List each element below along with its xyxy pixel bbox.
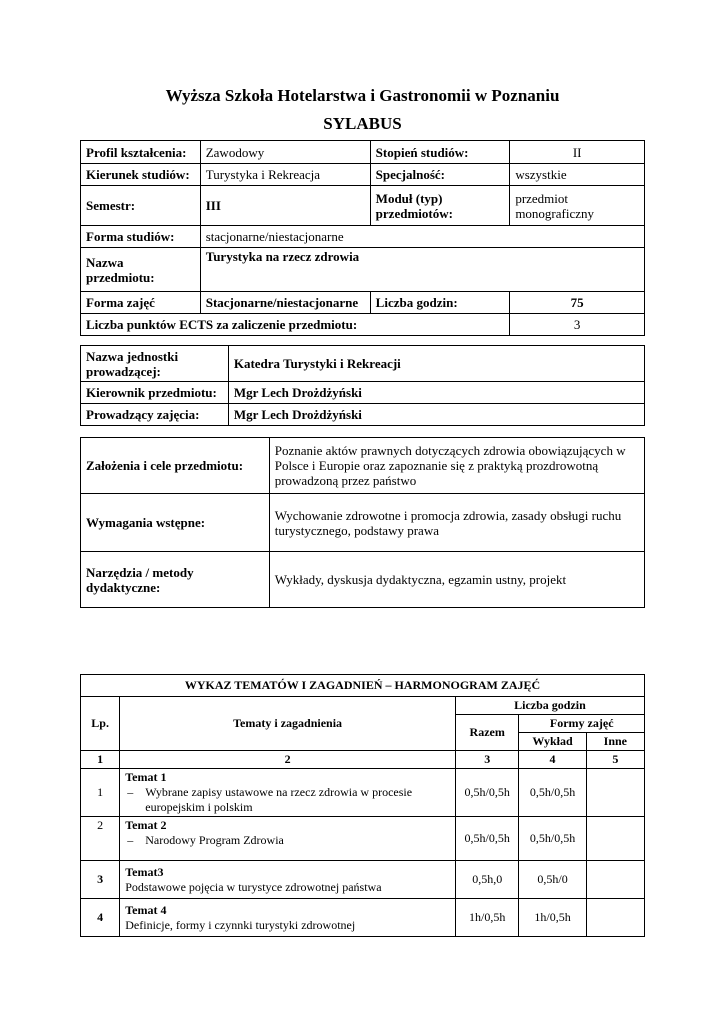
row-lp: 1 bbox=[81, 769, 120, 817]
profil-label: Profil kształcenia: bbox=[81, 141, 201, 164]
col-formy-zajec: Formy zajęć bbox=[519, 715, 645, 733]
row-description: – Wybrane zapisy ustawowe na rzecz zdrowia w procesie europejskim i polskim bbox=[125, 785, 450, 815]
kierownik-value: Mgr Lech Drożdżyński bbox=[228, 382, 644, 404]
semestr-label: Semestr: bbox=[81, 186, 201, 226]
forma-zajec-value: Stacjonarne/niestacjonarne bbox=[200, 292, 370, 314]
institution-name: Wyższa Szkoła Hotelarstwa i Gastronomii w Poznaniu bbox=[165, 86, 560, 105]
row-razem: 0,5h/0,5h bbox=[455, 769, 518, 817]
nazwa-przedmiotu-label: Nazwa przedmiotu: bbox=[81, 248, 201, 292]
jednostka-label: Nazwa jednostki prowadzącej: bbox=[81, 346, 229, 382]
kierunek-value: Turystyka i Rekreacja bbox=[200, 164, 370, 186]
narzedzia-label: Narzędzia / metody dydaktyczne: bbox=[81, 552, 270, 608]
liczba-godzin-value: 75 bbox=[510, 292, 645, 314]
course-info-table bbox=[80, 140, 645, 336]
col-lp: Lp. bbox=[81, 697, 120, 751]
col-num: 5 bbox=[586, 751, 644, 769]
row-inne bbox=[586, 817, 644, 861]
jednostka-value: Katedra Turystyki i Rekreacji bbox=[228, 346, 644, 382]
forma-studiow-label: Forma studiów: bbox=[81, 226, 201, 248]
modul-label: Moduł (typ) przedmiotów: bbox=[370, 186, 510, 226]
modul-value: przedmiot monograficzny bbox=[510, 186, 645, 226]
row-topic: Temat 4 bbox=[125, 902, 167, 917]
kierunek-label: Kierunek studiów: bbox=[81, 164, 201, 186]
forma-zajec-label: Forma zajęć bbox=[81, 292, 201, 314]
ects-value: 3 bbox=[510, 314, 645, 336]
row-razem: 0,5h/0,5h bbox=[455, 817, 518, 861]
schedule-title: WYKAZ TEMATÓW I ZAGADNIEŃ – HARMONOGRAM ZAJĘĆ bbox=[81, 675, 645, 697]
specjalnosc-value: wszystkie bbox=[510, 164, 645, 186]
unit-table bbox=[80, 345, 645, 426]
profil-value: Zawodowy bbox=[200, 141, 370, 164]
zalozenia-value: Poznanie aktów prawnych dotyczących zdrowia obowiązujących w Polsce i Europie oraz zapoznanie się z praktyką prozdrowotną prowadzoną przez państwo bbox=[269, 438, 644, 494]
stopien-label: Stopień studiów: bbox=[370, 141, 510, 164]
col-num: 3 bbox=[455, 751, 518, 769]
row-inne bbox=[586, 899, 644, 937]
schedule-table bbox=[80, 674, 645, 937]
zalozenia-label: Założenia i cele przedmiotu: bbox=[81, 438, 270, 494]
row-topic: Temat3 bbox=[125, 864, 164, 879]
specjalnosc-label: Specjalność: bbox=[370, 164, 510, 186]
narzedzia-value: Wykłady, dyskusja dydaktyczna, egzamin ustny, projekt bbox=[269, 552, 644, 608]
row-inne bbox=[586, 861, 644, 899]
prowadzacy-value: Mgr Lech Drożdżyński bbox=[228, 404, 644, 426]
row-wyklad: 0,5h/0,5h bbox=[519, 769, 586, 817]
table-row bbox=[81, 817, 645, 861]
col-num: 1 bbox=[81, 751, 120, 769]
row-wyklad: 1h/0,5h bbox=[519, 899, 586, 937]
wymagania-label: Wymagania wstępne: bbox=[81, 494, 270, 552]
row-lp: 3 bbox=[81, 861, 120, 899]
row-razem: 0,5h,0 bbox=[455, 861, 518, 899]
row-topic: Temat 1 bbox=[125, 770, 167, 784]
row-description: Podstawowe pojęcia w turystyce zdrowotnej państwa bbox=[125, 879, 382, 894]
col-num: 4 bbox=[519, 751, 586, 769]
col-liczba-godzin: Liczba godzin bbox=[455, 697, 644, 715]
row-lp: 2 bbox=[81, 817, 120, 861]
col-tematy: Tematy i zagadnienia bbox=[120, 697, 456, 751]
ects-label: Liczba punktów ECTS za zaliczenie przedmiotu: bbox=[81, 314, 510, 336]
semestr-value: III bbox=[200, 186, 370, 226]
table-row bbox=[81, 861, 645, 899]
row-description: – Narodowy Program Zdrowia bbox=[125, 833, 450, 848]
liczba-godzin-label: Liczba godzin: bbox=[370, 292, 510, 314]
stopien-value: II bbox=[510, 141, 645, 164]
row-inne bbox=[586, 769, 644, 817]
row-description: Definicje, formy i czynnki turystyki zdrowotnej bbox=[125, 917, 356, 932]
row-topic: Temat 2 bbox=[125, 818, 167, 832]
goals-table bbox=[80, 437, 645, 608]
document-title: SYLABUS bbox=[323, 114, 402, 133]
table-row bbox=[81, 769, 645, 817]
col-razem: Razem bbox=[455, 715, 518, 751]
prowadzacy-label: Prowadzący zajęcia: bbox=[81, 404, 229, 426]
col-wyklad: Wykład bbox=[519, 733, 586, 751]
row-wyklad: 0,5h/0 bbox=[519, 861, 586, 899]
kierownik-label: Kierownik przedmiotu: bbox=[81, 382, 229, 404]
row-wyklad: 0,5h/0,5h bbox=[519, 817, 586, 861]
nazwa-przedmiotu-value: Turystyka na rzecz zdrowia bbox=[200, 248, 644, 292]
forma-studiow-value: stacjonarne/niestacjonarne bbox=[200, 226, 644, 248]
table-row bbox=[81, 899, 645, 937]
wymagania-value: Wychowanie zdrowotne i promocja zdrowia, zasady obsługi ruchu turystycznego, podstawy prawa bbox=[269, 494, 644, 552]
col-inne: Inne bbox=[586, 733, 644, 751]
row-razem: 1h/0,5h bbox=[455, 899, 518, 937]
col-num: 2 bbox=[120, 751, 456, 769]
row-lp: 4 bbox=[81, 899, 120, 937]
